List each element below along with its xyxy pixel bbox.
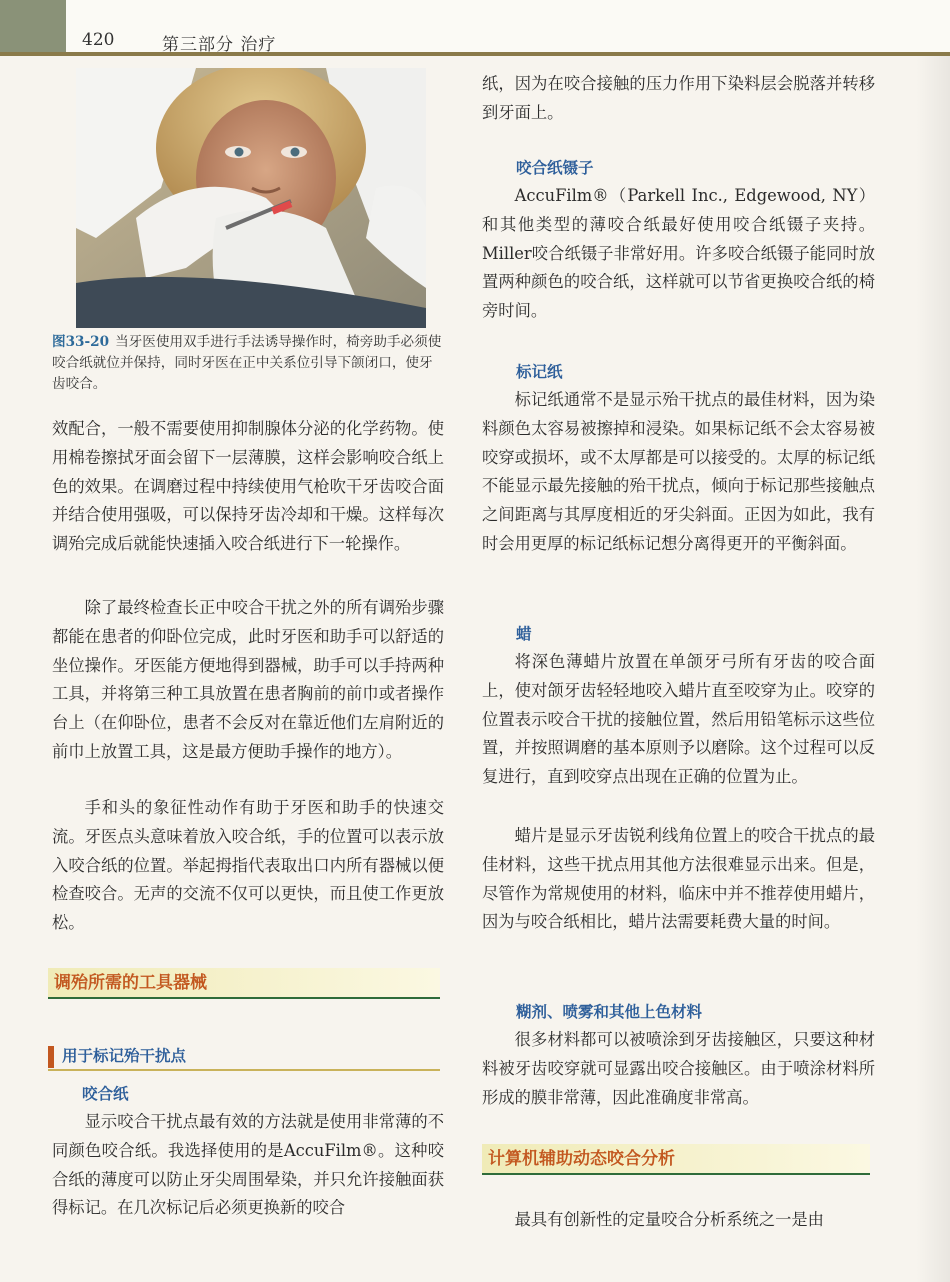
figure-caption-text: 当牙医使用双手进行手法诱导操作时，椅旁助手必须使咬合纸就位并保持，同时牙医在正中关系位引导下颌闭口，使牙齿咬合。 [52,334,442,392]
figure-caption [52,332,444,395]
dental-procedure-photo [76,68,426,328]
header-rule [0,52,950,56]
right-paragraph-7: 最具有创新性的定量咬合分析系统之一是由 [514,1210,824,1229]
subsection-heading-text: 用于标记殆干扰点 [62,1047,187,1065]
right-paragraph-1: 纸，因为在咬合接触的压力作用下染料层会脱落并转移到牙面上。 [482,74,875,122]
page-number: 420 [82,30,115,50]
subsection-marker [48,1046,54,1068]
header-corner-block [0,0,66,56]
section-heading-computer-analysis: 计算机辅助动态咬合分析 [482,1144,870,1175]
part-title: 第三部分 治疗 [162,35,277,55]
figure-number: 图33-20 [52,334,110,350]
heading-occlusal-paper: 咬合纸 [82,1085,129,1103]
heading-paste-spray: 糊剂、喷雾和其他上色材料 [516,1003,703,1021]
page-edge-shadow [916,0,950,1282]
section-heading-tools: 调殆所需的工具器械 [48,968,440,999]
left-paragraph-3: 手和头的象征性动作有助于牙医和助手的快速交流。牙医点头意味着放入咬合纸，手的位置可以表示放入咬合纸的位置。举起拇指代表取出口内所有器械以便检查咬合。无声的交流不仅可以更快，而且使工作更放松。 [52,798,444,933]
heading-paper-forceps: 咬合纸镊子 [516,159,594,177]
right-paragraph-2: AccuFilm®（Parkell Inc., Edgewood, NY）和其他类型的薄咬合纸最好使用咬合纸镊子夹持。Miller咬合纸镊子非常好用。许多咬合纸镊子能同时放置两种颜色的咬合纸，这样就可以节省更换咬合纸的椅旁时间。 [482,186,875,321]
left-paragraph-1: 效配合，一般不需要使用抑制腺体分泌的化学药物。使用棉卷擦拭牙面会留下一层薄膜，这样会影响咬合纸上色的效果。在调磨过程中持续使用气枪吹干牙齿咬合面并结合使用强吸，可以保持牙齿冷却和干燥。这样每次调殆完成后就能快速插入咬合纸进行下一轮操作。 [52,419,444,554]
heading-marking-paper: 标记纸 [516,363,563,381]
left-paragraph-2: 除了最终检查长正中咬合干扰之外的所有调殆步骤都能在患者的仰卧位完成，此时牙医和助手可以舒适的坐位操作。牙医能方便地得到器械，助手可以手持两种工具，并将第三种工具放置在患者胸前的前巾或者操作台上（在仰卧位，患者不会反对在靠近他们左肩附近的前巾上放置工具，这是最方便助手操作的地方）。 [52,598,444,761]
heading-wax: 蜡 [516,625,532,643]
figure-photo [76,68,426,328]
left-paragraph-4: 显示咬合干扰点最有效的方法就是使用非常薄的不同颜色咬合纸。我选择使用的是AccuFilm®。这种咬合纸的薄度可以防止牙尖周围晕染，并只允许接触面获得标记。在几次标记后必须更换新的咬合 [52,1112,444,1218]
right-paragraph-5: 蜡片是显示牙齿锐利线角位置上的咬合干扰点的最佳材料，这些干扰点用其他方法很难显示出来。但是，尽管作为常规使用的材料，临床中并不推荐使用蜡片，因为与咬合纸相比，蜡片法需要耗费大量的时间。 [482,826,875,932]
right-paragraph-6: 很多材料都可以被喷涂到牙齿接触区，只要这种材料被牙齿咬穿就可显露出咬合接触区。由于喷涂材料所形成的膜非常薄，因此准确度非常高。 [482,1030,875,1107]
right-paragraph-4: 将深色薄蜡片放置在单颌牙弓所有牙齿的咬合面上，使对颌牙齿轻轻地咬入蜡片直至咬穿为止。咬穿的位置表示咬合干扰的接触位置，然后用铅笔标示这些位置，并按照调磨的基本原则予以磨除。这个过程可以反复进行，直到咬穿点出现在正确的位置为止。 [482,652,875,787]
subsection-heading-marking [48,1043,440,1071]
right-paragraph-3: 标记纸通常不是显示殆干扰点的最佳材料，因为染料颜色太容易被擦掉和浸染。如果标记纸不会太容易被咬穿或损坏，或不太厚都是可以接受的。太厚的标记纸不能显示最先接触的殆干扰点，倾向于标记那些接触点之间距离与其厚度相近的牙尖斜面。正因为如此，我有时会用更厚的标记纸标记想分离得更开的平衡斜面。 [482,390,875,553]
